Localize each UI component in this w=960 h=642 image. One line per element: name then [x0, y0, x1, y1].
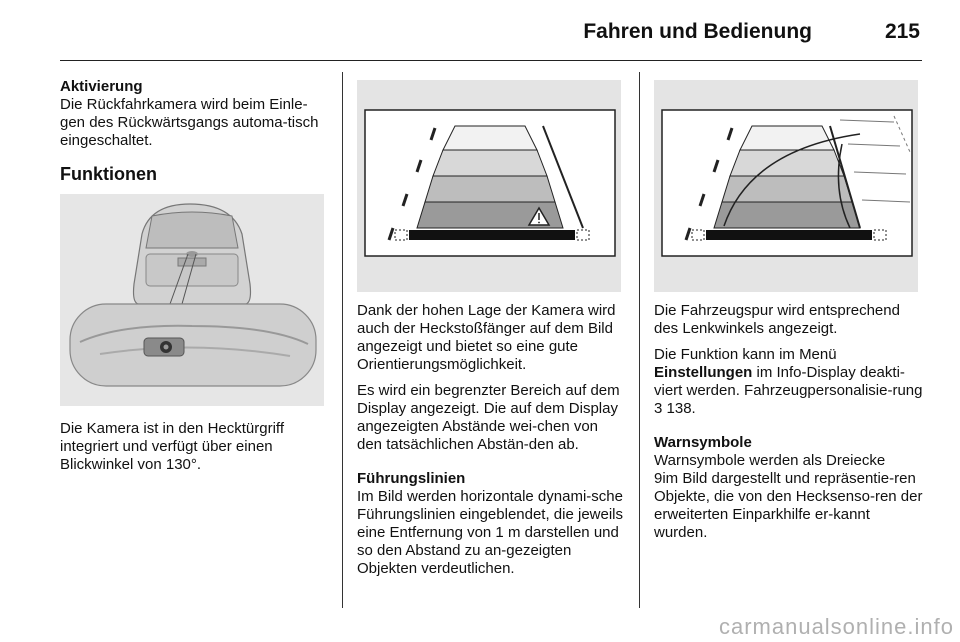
rear-camera-display-diagram — [357, 80, 621, 292]
header-rule — [60, 60, 922, 61]
page-number: 215 — [884, 20, 920, 43]
warning-triangle-icon: 9 — [654, 470, 663, 487]
watermark-footer: carmanualsonline.info — [718, 614, 954, 639]
text-warnsymbole-pre: Warnsymbole werden als Dreiecke — [654, 452, 886, 469]
text-abstaende: Es wird ein begrenzter Bereich auf dem Display angezeigt. Die auf dem Display angezeigten Abstände wei-chen von den tatsächlichen Abstän-den ab. — [357, 382, 620, 453]
text-warnsymbole-post: im Bild dargestellt und repräsentie-ren Objekte, die von den Hecksenso-ren der erweiterten Einparkhilfe er-kannt wurden. — [654, 470, 923, 541]
steering-lane-diagram — [654, 80, 918, 292]
text-heckstossfaenger: Dank der hohen Lage der Kamera wird auch der Heckstoßfänger auf dem Bild angezeigt und bietet so eine gute Orientierungsmöglichkeit. — [357, 302, 616, 373]
text-einstellungen-post: im Info-Display deakti-viert werden. Fahrzeugpersonalisie-rung — [654, 364, 923, 399]
text-funktionen: Die Kamera ist in den Hecktürgriff integriert und verfügt über einen Blickwinkel von 130°. — [60, 420, 284, 473]
heading-funktionen: Funktionen — [60, 164, 157, 184]
car-rear-illustration — [60, 194, 324, 406]
heading-aktivierung: Aktivierung — [60, 78, 143, 95]
page-reference: 138. — [662, 400, 696, 417]
page-reference-icon: 3 — [654, 400, 663, 417]
column-divider-2 — [639, 72, 640, 608]
rear-camera-steering-diagram — [654, 80, 918, 292]
column-2 — [357, 78, 625, 578]
column-divider-1 — [342, 72, 343, 608]
camera-location-illustration — [60, 194, 324, 406]
column-3 — [654, 78, 924, 542]
text-einstellungen-pre: Die Funktion kann im Menü — [654, 346, 837, 363]
header-title: Fahren und Bedienung — [583, 20, 812, 43]
text-aktivierung: Die Rückfahrkamera wird beim Einle-gen des Rückwärtsgangs automa-tisch eingeschaltet. — [60, 96, 319, 149]
heading-warnsymbole: Warnsymbole — [654, 434, 752, 451]
menu-einstellungen: Einstellungen — [654, 364, 753, 381]
column-1 — [60, 78, 330, 474]
guidelines-diagram — [357, 80, 621, 292]
text-fuehrungslinien: Im Bild werden horizontale dynami-sche Führungslinien eingeblendet, die jeweils eine Entfernung von 1 m darstellen und so den Abstand zu an-gezeigten Objekten verdeutlichen. — [357, 488, 624, 577]
heading-fuehrungslinien: Führungslinien — [357, 470, 466, 487]
text-einstellungen — [654, 346, 924, 418]
text-fahrzeugspur: Die Fahrzeugspur wird entsprechend des Lenkwinkels angezeigt. — [654, 302, 900, 337]
text-warnsymbole — [654, 452, 924, 542]
